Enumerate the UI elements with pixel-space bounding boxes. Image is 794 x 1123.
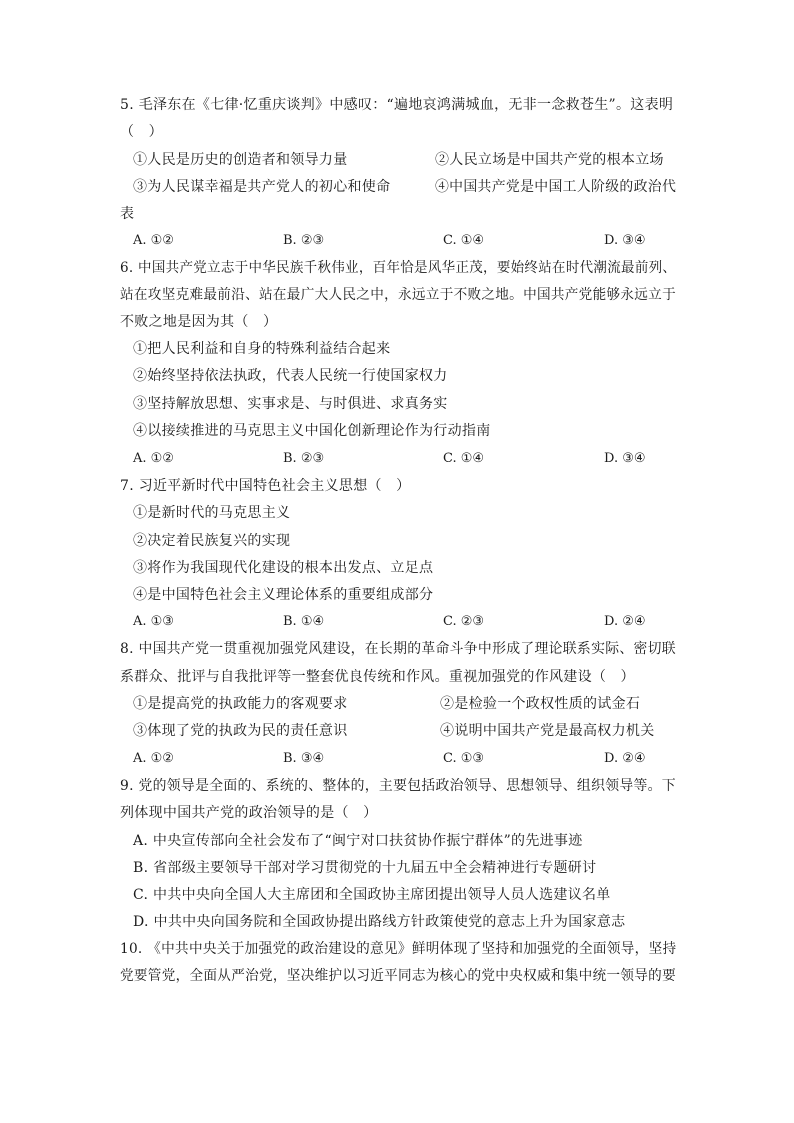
q7-stem-line1: 7. 习近平新时代中国特色社会主义思想（ ） xyxy=(120,478,411,494)
q9-option-a[interactable]: A. 中央宣传部向全社会发布了“闽宁对口扶贫协作振宁群体”的先进事迹 xyxy=(133,833,583,849)
q9-option-b[interactable]: B. 省部级主要领导干部对学习贯彻党的十九届五中全会精神进行专题研讨 xyxy=(133,860,597,876)
q6-item-3: ③坚持解放思想、实事求是、与时俱进、求真务实 xyxy=(133,396,448,412)
q6-stem-line1: 6. 中国共产党立志于中华民族千秋伟业，百年恰是风华正茂，要始终站在时代潮流最前列、 xyxy=(120,260,677,276)
q8-item-3: ③体现了党的执政为民的责任意识 xyxy=(133,723,348,739)
q8-option-c[interactable]: C. ①③ xyxy=(443,751,485,766)
q5-item-2: ②人民立场是中国共产党的根本立场 xyxy=(435,152,664,168)
q10-stem-line1: 10. 《中共中央关于加强党的政治建设的意见》鲜明体现了坚持和加强党的全面领导，坚持 xyxy=(120,941,677,957)
q6-item-2: ②始终坚持依法执政，代表人民统一行使国家权力 xyxy=(133,368,448,384)
q5-stem-line1: 5. 毛泽东在《七律·忆重庆谈判》中感叹：“遍地哀鸿满城血，无非一念救苍生”。这表明 xyxy=(120,97,674,113)
q8-item-4: ④说明中国共产党是最高权力机关 xyxy=(440,723,655,739)
q6-stem-line2: 站在攻坚克难最前沿、站在最广大人民之中，永远立于不败之地。中国共产党能够永远立于 xyxy=(120,287,676,303)
q7-option-b[interactable]: B. ①④ xyxy=(283,614,325,629)
q5-item-4-line2: 表 xyxy=(120,206,135,222)
q7-item-3: ③将作为我国现代化建设的根本出发点、立足点 xyxy=(133,560,434,576)
q7-item-2: ②决定着民族复兴的实现 xyxy=(133,533,291,549)
q6-item-4: ④以接续推进的马克思主义中国化创新理论作为行动指南 xyxy=(133,423,491,439)
q8-stem-line2: 系群众、批评与自我批评等一整套优良传统和作风。重视加强党的作风建设（ ） xyxy=(120,669,635,685)
q9-stem-line2: 列体现中国共产党的政治领导的是（ ） xyxy=(120,805,378,821)
q7-item-4: ④是中国特色社会主义理论体系的重要组成部分 xyxy=(133,587,434,603)
q5-option-c[interactable]: C. ①④ xyxy=(443,233,485,248)
q5-item-4-line1: ④中国共产党是中国工人阶级的政治代 xyxy=(435,179,677,195)
q5-item-1: ①人民是历史的创造者和领导力量 xyxy=(133,152,348,168)
q6-option-a[interactable]: A. ①② xyxy=(133,451,174,466)
q7-option-d[interactable]: D. ②④ xyxy=(604,614,646,629)
q8-option-a[interactable]: A. ①② xyxy=(133,751,174,766)
q8-item-1: ①是提高党的执政能力的客观要求 xyxy=(133,696,348,712)
q7-item-1: ①是新时代的马克思主义 xyxy=(133,505,291,521)
q5-option-b[interactable]: B. ②③ xyxy=(283,233,325,248)
q6-stem-line3: 不败之地是因为其（ ） xyxy=(120,314,278,330)
q8-stem-line1: 8. 中国共产党一贯重视加强党风建设，在长期的革命斗争中形成了理论联系实际、密切联 xyxy=(120,641,676,657)
q9-stem-line1: 9. 党的领导是全面的、系统的、整体的，主要包括政治领导、思想领导、组织领导等。下 xyxy=(120,778,676,794)
q8-item-2: ②是检验一个政权性质的试金石 xyxy=(440,696,641,712)
q6-item-1: ①把人民利益和自身的特殊利益结合起来 xyxy=(133,341,391,357)
q9-option-c[interactable]: C. 中共中央向全国人大主席团和全国政协主席团提出领导人员人选建议名单 xyxy=(133,887,611,903)
q6-option-d[interactable]: D. ③④ xyxy=(604,451,646,466)
q5-option-d[interactable]: D. ③④ xyxy=(604,233,646,248)
q8-option-d[interactable]: D. ②④ xyxy=(604,751,646,766)
q6-option-c[interactable]: C. ①④ xyxy=(443,451,485,466)
q8-option-b[interactable]: B. ③④ xyxy=(283,751,325,766)
q9-option-d[interactable]: D. 中共中央向国务院和全国政协提出路线方针政策使党的意志上升为国家意志 xyxy=(133,914,626,930)
q7-option-c[interactable]: C. ②③ xyxy=(443,614,485,629)
q6-option-b[interactable]: B. ②③ xyxy=(283,451,325,466)
q10-stem-line2: 党要管党，全面从严治党，坚决维护以习近平同志为核心的党中央权威和集中统一领导的要 xyxy=(120,968,676,984)
q5-option-a[interactable]: A. ①② xyxy=(133,233,174,248)
q7-option-a[interactable]: A. ①③ xyxy=(133,614,174,629)
q5-stem-line2: （ ） xyxy=(120,124,163,140)
q5-item-3: ③为人民谋幸福是共产党人的初心和使命 xyxy=(133,179,391,195)
